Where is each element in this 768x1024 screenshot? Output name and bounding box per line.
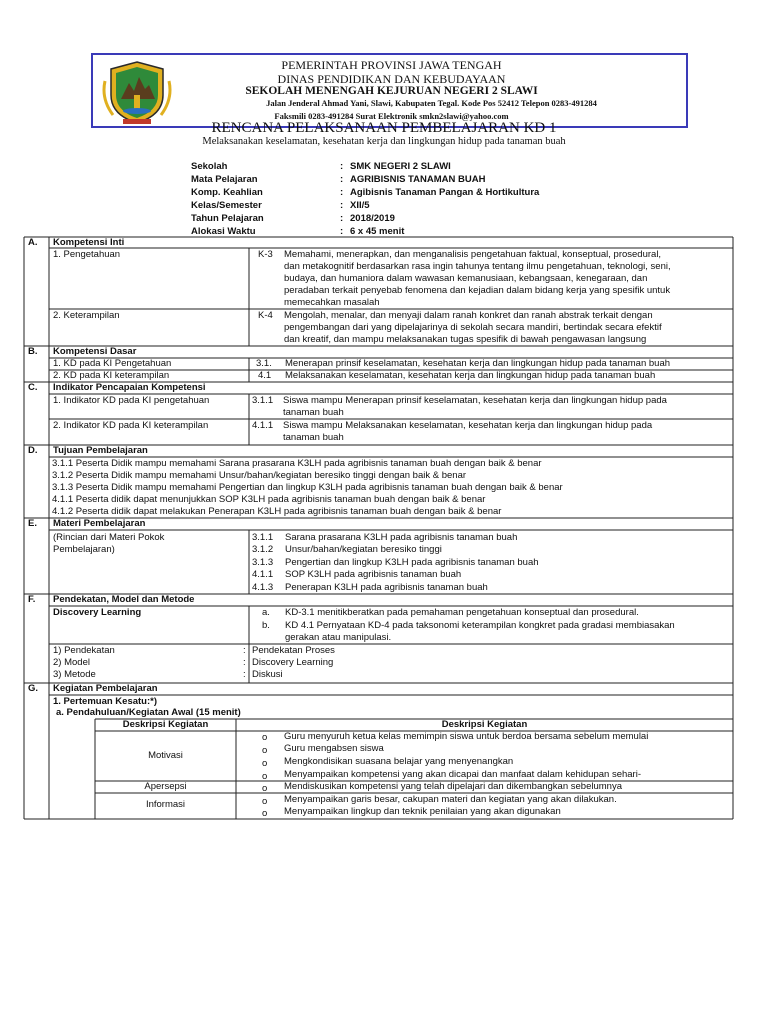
header-line-5: Faksmili 0283-491284 Surat Elektronik smkn2slawi@yahoo.com <box>274 111 509 121</box>
section-title: Kompetensi Dasar <box>53 346 137 357</box>
header-line-4: Jalan Jenderal Ahmad Yani, Slawi, Kabupaten Tegal. Kode Pos 52412 Telepon 0283-491284 <box>266 98 597 108</box>
activity-item: Menyampaikan kompetensi yang akan dicapai dan manfaat dalam kehidupan sehari- <box>284 769 641 780</box>
section-letter: C. <box>28 382 38 393</box>
ki-label: 2. Keterampilan <box>53 310 120 321</box>
indikator-text-line: tanaman buah <box>283 432 344 443</box>
identity-value: 2018/2019 <box>350 213 395 224</box>
indikator-text-line: Siswa mampu Melaksanakan keselamatan, kesehatan kerja dan lingkungan hidup pada <box>283 420 653 431</box>
identity-colon: : <box>340 226 344 237</box>
identity-value: XII/5 <box>350 200 370 211</box>
activity-item: Guru menyuruh ketua kelas memimpin siswa untuk berdoa bersama sebelum memulai <box>284 731 649 742</box>
method-label: 3) Metode <box>53 669 96 680</box>
method-colon: : <box>243 645 246 656</box>
ki-text-line: Memahami, menerapkan, dan menganalisis pengetahuan faktual, konseptual, prosedural, <box>284 249 662 260</box>
model-desc: KD-3.1 menitikberatkan pada pemahaman pengetahuan konseptual dan prosedural. <box>285 607 639 618</box>
materi-code: 4.1.1 <box>252 569 274 580</box>
column-header: Deskripsi Kegiatan <box>441 719 528 730</box>
identity-label: Komp. Keahlian <box>191 187 263 198</box>
ki-text-line: peradaban terkait penyebab fenomena dan kejadian dalam bidang kerja yang spesifik untuk <box>284 285 671 296</box>
indikator-code: 4.1.1 <box>252 420 274 431</box>
tujuan-item: 3.1.3 Peserta Didik mampu memahami Pengertian dan lingkup K3LH pada agribisnis tanaman buah dengan baik & benar <box>52 482 563 493</box>
activity-stage: Motivasi <box>148 750 183 761</box>
materi-code: 3.1.1 <box>252 532 274 543</box>
indikator-code: 3.1.1 <box>252 395 274 406</box>
identity-label: Alokasi Waktu <box>191 226 256 237</box>
materi-text: SOP K3LH pada agribisnis tanaman buah <box>285 569 462 580</box>
method-value: Pendekatan Proses <box>252 645 335 656</box>
identity-label: Mata Pelajaran <box>191 174 258 185</box>
identity-label: Kelas/Semester <box>191 200 262 211</box>
indikator-text-line: tanaman buah <box>283 407 344 418</box>
materi-text: Unsur/bahan/kegiatan beresiko tinggi <box>285 544 442 555</box>
section-title: Pendekatan, Model dan Metode <box>53 594 195 605</box>
ki-text-line: Mengolah, menalar, dan menyaji dalam ranah konkret dan ranah abstrak terkait dengan <box>284 310 653 321</box>
tujuan-item: 3.1.2 Peserta Didik mampu memahami Unsur/bahan/kegiatan beresiko tinggi dengan baik & benar <box>52 470 467 481</box>
section-letter: F. <box>28 594 36 605</box>
materi-code: 3.1.2 <box>252 544 274 555</box>
header-line-2: DINAS PENDIDIKAN DAN KEBUDAYAAN <box>277 72 506 86</box>
kd-text: Melaksanakan keselamatan, kesehatan kerja dan lingkungan hidup pada tanaman buah <box>285 370 656 381</box>
list-marker: a. <box>262 607 270 618</box>
model-name: Discovery Learning <box>53 607 142 618</box>
materi-left-line: (Rincian dari Materi Pokok <box>53 532 165 543</box>
method-label: 2) Model <box>53 657 90 668</box>
section-title: Kompetensi Inti <box>53 237 125 248</box>
indikator-label: 2. Indikator KD pada KI keterampilan <box>53 420 209 431</box>
bullet-icon: o <box>262 796 268 807</box>
header-line-1: PEMERINTAH PROVINSI JAWA TENGAH <box>281 58 502 72</box>
section-letter: A. <box>28 237 38 248</box>
page-title: RENCANA PELAKSANAAN PEMBELAJARAN KD 1 <box>211 120 557 136</box>
identity-value: SMK NEGERI 2 SLAWI <box>350 161 451 172</box>
materi-left-line: Pembelajaran) <box>53 544 115 555</box>
list-marker: b. <box>262 620 270 631</box>
materi-text: Penerapan K3LH pada agribisnis tanaman buah <box>285 582 488 593</box>
kd-code: 3.1. <box>256 358 272 369</box>
section-title: Tujuan Pembelajaran <box>53 445 148 456</box>
activity-item: Mengkondisikan suasana belajar yang menyenangkan <box>284 756 514 767</box>
ki-text-line: dan kreatif, dan mampu melaksanakan tugas spesifik di bawah pengawasan langsung <box>284 334 647 345</box>
bullet-icon: o <box>262 808 268 819</box>
materi-code: 3.1.3 <box>252 557 274 568</box>
ki-text-line: dan metakognitif berdasarkan rasa ingin tahunya tentang ilmu pengetahuan, teknologi, seni, <box>284 261 671 272</box>
kd-label: 2. KD pada KI keterampilan <box>53 370 170 381</box>
identity-value: AGRIBISNIS TANAMAN BUAH <box>350 174 486 185</box>
method-value: Discovery Learning <box>252 657 334 668</box>
activity-item: Mendiskusikan kompetensi yang telah dipelajari dan dikembangkan sebelumnya <box>284 781 622 792</box>
section-letter: E. <box>28 518 37 529</box>
header-line-3: SEKOLAH MENENGAH KEJURUAN NEGERI 2 SLAWI <box>245 85 538 97</box>
kd-text: Menerapan prinsif keselamatan, kesehatan kerja dan lingkungan hidup pada tanaman buah <box>285 358 671 369</box>
bullet-icon: o <box>262 732 268 743</box>
ki-text-line: pengembangan dari yang dipelajarinya di sekolah secara mandiri, bertindak secara efektif <box>284 322 662 333</box>
method-colon: : <box>243 657 246 668</box>
method-value: Diskusi <box>252 669 283 680</box>
identity-value: Agibisnis Tanaman Pangan & Hortikultura <box>350 187 540 198</box>
identity-label: Tahun Pelajaran <box>191 213 264 224</box>
indikator-label: 1. Indikator KD pada KI pengetahuan <box>53 395 210 406</box>
ki-text-line: memecahkan masalah <box>284 297 380 308</box>
section-title: Kegiatan Pembelajaran <box>53 683 158 694</box>
method-colon: : <box>243 669 246 680</box>
activity-item: Menyampaikan lingkup dan teknik penilaian yang akan digunakan <box>284 806 561 817</box>
ki-code: K-3 <box>258 249 273 260</box>
activity-stage: Informasi <box>145 799 186 810</box>
model-desc: KD 4.1 Pernyataan KD-4 pada taksonomi keterampilan kongkret pada gradasi membiasakan <box>285 620 675 631</box>
tujuan-item: 3.1.1 Peserta Didik mampu memahami Sarana prasarana K3LH pada agribisnis tanaman buah dengan baik & benar <box>52 458 542 469</box>
activity-item: Guru mengabsen siswa <box>284 743 384 754</box>
ki-code: K-4 <box>258 310 273 321</box>
identity-colon: : <box>340 213 344 224</box>
bullet-icon: o <box>262 745 268 756</box>
materi-text: Sarana prasarana K3LH pada agribisnis tanaman buah <box>285 532 518 543</box>
section-title: Indikator Pencapaian Kompetensi <box>53 382 206 393</box>
tujuan-item: 4.1.2 Peserta didik dapat melakukan Penerapan K3LH pada agribisnis tanaman buah dengan baik & benar <box>52 506 502 517</box>
meeting-title: 1. Pertemuan Kesatu:*) <box>53 696 158 707</box>
identity-colon: : <box>340 174 344 185</box>
bullet-icon: o <box>262 783 268 794</box>
identity-colon: : <box>340 187 344 198</box>
ki-label: 1. Pengetahuan <box>53 249 121 260</box>
ki-text-line: budaya, dan humaniora dalam wawasan kemanusiaan, kebangsaan, kenegaraan, dan <box>284 273 648 284</box>
model-desc: gerakan atau manipulasi. <box>285 632 392 643</box>
indikator-text-line: Siswa mampu Menerapan prinsif keselamatan, kesehatan kerja dan lingkungan hidup pada <box>283 395 667 406</box>
identity-colon: : <box>340 200 344 211</box>
identity-colon: : <box>340 161 344 172</box>
method-label: 1) Pendekatan <box>53 645 115 656</box>
activity-item: Menyampaikan garis besar, cakupan materi dan kegiatan yang akan dilakukan. <box>284 794 617 805</box>
bullet-icon: o <box>262 758 268 769</box>
activity-stage: Apersepsi <box>144 781 187 792</box>
bullet-icon: o <box>262 771 268 782</box>
kd-label: 1. KD pada KI Pengetahuan <box>53 358 172 369</box>
section-letter: D. <box>28 445 38 456</box>
phase-title: a. Pendahuluan/Kegiatan Awal (15 menit) <box>56 707 241 718</box>
identity-value: 6 x 45 menit <box>350 226 405 237</box>
column-header: Deskripsi Kegiatan <box>122 719 209 730</box>
materi-text: Pengertian dan lingkup K3LH pada agribisnis tanaman buah <box>285 557 539 568</box>
section-title: Materi Pembelajaran <box>53 518 146 529</box>
materi-code: 4.1.3 <box>252 582 274 593</box>
identity-label: Sekolah <box>191 161 228 172</box>
page-subtitle: Melaksanakan keselamatan, kesehatan kerja dan lingkungan hidup pada tanaman buah <box>202 136 566 147</box>
section-letter: G. <box>28 683 39 694</box>
kd-code: 4.1 <box>258 370 272 381</box>
tujuan-item: 4.1.1 Peserta didik dapat menunjukkan SOP K3LH pada agribisnis tanaman buah dengan baik & benar <box>52 494 486 505</box>
section-letter: B. <box>28 346 38 357</box>
